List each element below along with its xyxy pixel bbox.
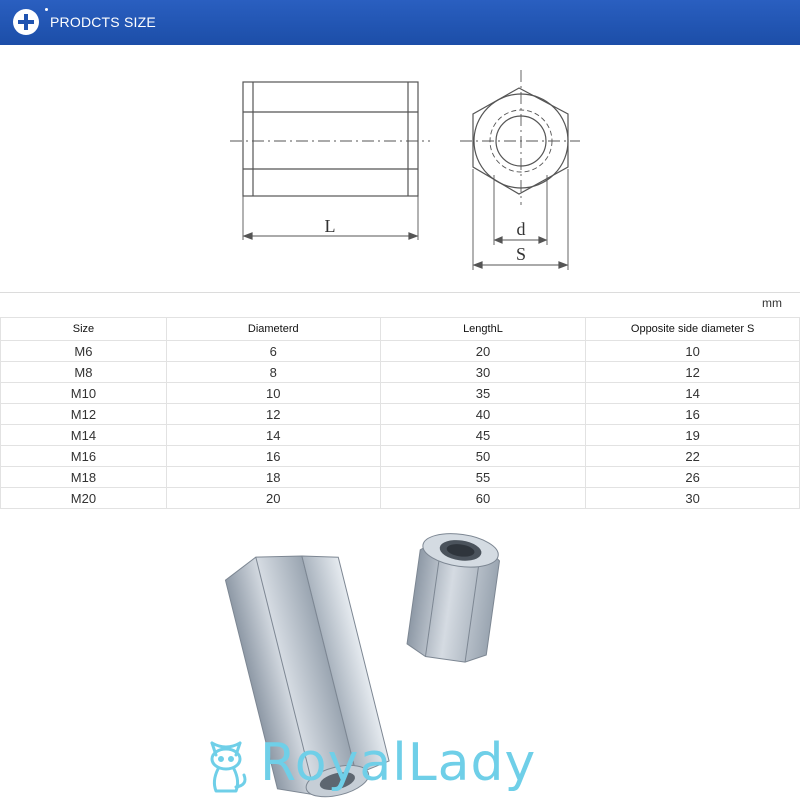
section-title: PRODCTS SIZE bbox=[50, 14, 156, 30]
cell-opposite-side: 22 bbox=[586, 446, 800, 467]
cell-diameter: 8 bbox=[166, 362, 380, 383]
size-table bbox=[0, 317, 800, 509]
table-row bbox=[1, 425, 800, 446]
cell-length: 55 bbox=[380, 467, 586, 488]
length-label: L bbox=[324, 216, 336, 236]
cell-length: 50 bbox=[380, 446, 586, 467]
cell-diameter: 10 bbox=[166, 383, 380, 404]
table-row bbox=[1, 362, 800, 383]
cell-length: 20 bbox=[380, 341, 586, 362]
cell-opposite-side: 30 bbox=[586, 488, 800, 509]
header-opposite-side: Opposite side diameter S bbox=[586, 318, 800, 341]
across-flats-label: S bbox=[515, 244, 527, 264]
cell-size: M20 bbox=[1, 488, 167, 509]
cell-diameter: 18 bbox=[166, 467, 380, 488]
small-coupling-nut bbox=[406, 529, 503, 665]
inner-diameter-label: d bbox=[516, 219, 526, 239]
table-row bbox=[1, 488, 800, 509]
divider bbox=[0, 292, 800, 293]
table-row bbox=[1, 467, 800, 488]
table-row bbox=[1, 383, 800, 404]
unit-label: mm bbox=[762, 296, 782, 310]
technical-drawing bbox=[0, 45, 800, 295]
header-length: LengthL bbox=[380, 318, 586, 341]
cell-size: M18 bbox=[1, 467, 167, 488]
cell-opposite-side: 12 bbox=[586, 362, 800, 383]
watermark bbox=[198, 735, 618, 797]
cell-size: M10 bbox=[1, 383, 167, 404]
cell-length: 30 bbox=[380, 362, 586, 383]
table-row bbox=[1, 404, 800, 425]
cat-icon bbox=[198, 735, 254, 797]
cell-diameter: 14 bbox=[166, 425, 380, 446]
table-header-row bbox=[1, 318, 800, 341]
table-row bbox=[1, 446, 800, 467]
cell-diameter: 20 bbox=[166, 488, 380, 509]
cell-size: M14 bbox=[1, 425, 167, 446]
cell-opposite-side: 16 bbox=[586, 404, 800, 425]
header-diameter: Diameterd bbox=[166, 318, 380, 341]
cell-length: 45 bbox=[380, 425, 586, 446]
cell-size: M12 bbox=[1, 404, 167, 425]
plus-icon bbox=[13, 9, 39, 35]
table-row bbox=[1, 341, 800, 362]
end-view bbox=[460, 70, 580, 270]
cell-diameter: 16 bbox=[166, 446, 380, 467]
cell-length: 40 bbox=[380, 404, 586, 425]
section-header bbox=[0, 0, 800, 45]
cell-diameter: 12 bbox=[166, 404, 380, 425]
cell-opposite-side: 26 bbox=[586, 467, 800, 488]
cell-size: M8 bbox=[1, 362, 167, 383]
cell-opposite-side: 10 bbox=[586, 341, 800, 362]
watermark-text: RoyalLady bbox=[260, 733, 537, 793]
cell-size: M16 bbox=[1, 446, 167, 467]
header-size: Size bbox=[1, 318, 167, 341]
cell-opposite-side: 14 bbox=[586, 383, 800, 404]
cell-opposite-side: 19 bbox=[586, 425, 800, 446]
cell-size: M6 bbox=[1, 341, 167, 362]
cell-diameter: 6 bbox=[166, 341, 380, 362]
cell-length: 35 bbox=[380, 383, 586, 404]
decorative-dot bbox=[45, 8, 48, 11]
cell-length: 60 bbox=[380, 488, 586, 509]
